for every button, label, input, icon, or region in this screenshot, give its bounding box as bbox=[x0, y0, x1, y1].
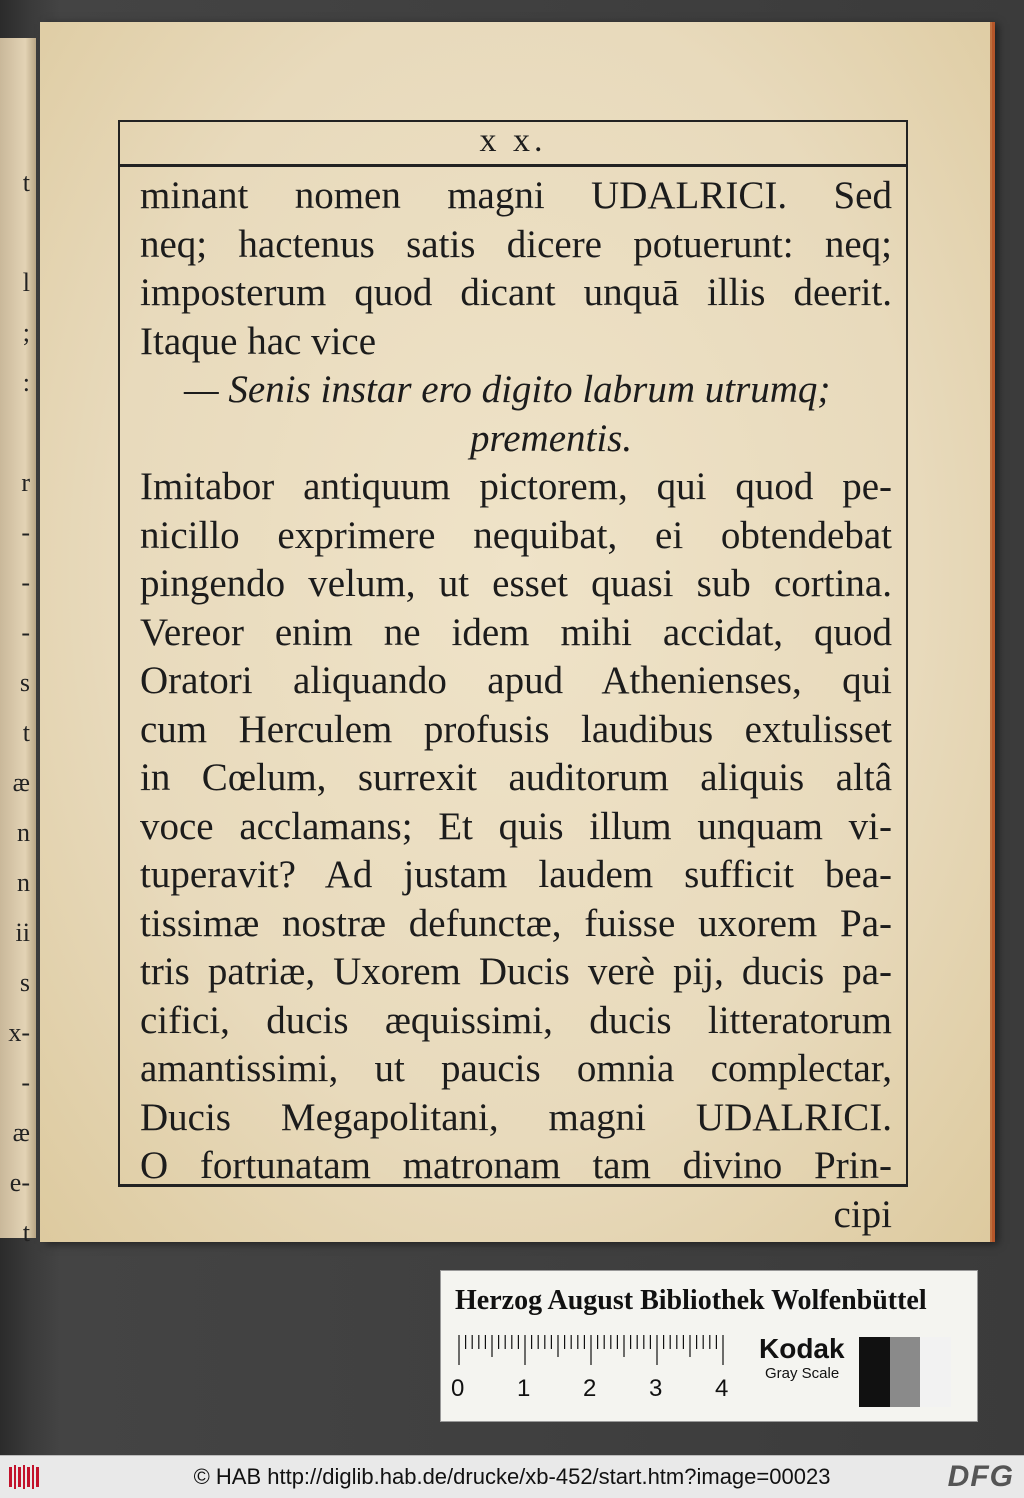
previous-page-edge bbox=[0, 38, 36, 1247]
viewer-footer bbox=[0, 1455, 1024, 1498]
text-line: tris patriæ, Uxorem Ducis verè pij, ducis pa- bbox=[140, 950, 892, 993]
margin-fragment: ; bbox=[22, 318, 30, 347]
text-line: amantissimi, ut paucis omnia complectar, bbox=[140, 1047, 892, 1090]
gray-swatch bbox=[920, 1337, 951, 1407]
page-text bbox=[140, 172, 892, 1239]
text-line: nicillo exprimere nequibat, ei obtendebat bbox=[140, 513, 892, 557]
library-label-card bbox=[440, 1270, 978, 1422]
margin-fragment: x- bbox=[8, 1018, 30, 1047]
margin-fragment: - bbox=[21, 568, 30, 597]
gray-swatch bbox=[890, 1337, 921, 1407]
text-line: imposterum quod dicant unquā illis deerit. bbox=[140, 271, 892, 314]
ruler-number: 4 bbox=[715, 1375, 729, 1402]
margin-fragment: - bbox=[21, 518, 30, 547]
text-line: neq; hactenus satis dicere potuerunt: neq; bbox=[140, 222, 892, 266]
text-line: tissimæ nostræ defunctæ, fuisse uxorem Pa- bbox=[140, 901, 892, 945]
margin-fragment: t bbox=[22, 168, 30, 197]
margin-fragment: n bbox=[17, 818, 30, 847]
margin-fragment: t bbox=[22, 1218, 30, 1247]
margin-fragment: t bbox=[22, 718, 30, 747]
margin-fragment: s bbox=[19, 968, 30, 997]
margin-fragment: s bbox=[19, 668, 30, 697]
dfg-logo: DFG bbox=[947, 1460, 1014, 1493]
text-line: cipi bbox=[833, 1192, 892, 1236]
ruler-number: 3 bbox=[649, 1375, 663, 1402]
margin-fragment: e- bbox=[9, 1168, 30, 1197]
margin-fragment bbox=[0, 208, 30, 258]
margin-fragment: - bbox=[21, 1068, 30, 1097]
book-page bbox=[40, 22, 992, 1242]
gray-swatch bbox=[859, 1337, 890, 1407]
ruler-number: 2 bbox=[583, 1375, 597, 1402]
margin-fragment bbox=[0, 408, 30, 458]
text-line: O fortunatam matronam tam divino Prin- bbox=[140, 1144, 892, 1187]
gray-scale-label: Gray Scale bbox=[765, 1365, 840, 1382]
text-line: Vereor enim ne idem mihi accidat, quod bbox=[140, 610, 892, 654]
text-line: cifici, ducis æquissimi, ducis litteratorum bbox=[140, 998, 892, 1042]
gray-swatches bbox=[859, 1337, 951, 1407]
margin-fragment: r bbox=[21, 468, 30, 497]
text-line: tuperavit? Ad justam laudem sufficit bea- bbox=[140, 853, 892, 896]
margin-fragment: - bbox=[21, 618, 30, 647]
text-frame bbox=[118, 120, 908, 1236]
margin-fragment: n bbox=[17, 868, 30, 897]
ruler-number: 1 bbox=[517, 1375, 531, 1402]
text-line: minant nomen magni UDALRICI. Sed bbox=[140, 174, 892, 217]
text-line: Itaque hac vice bbox=[140, 319, 377, 363]
text-line: Oratori aliquando apud Athenienses, qui bbox=[140, 659, 892, 702]
margin-fragment: æ bbox=[12, 1118, 30, 1147]
margin-fragment: l bbox=[22, 268, 30, 297]
text-line: Imitabor antiquum pictorem, qui quod pe- bbox=[140, 465, 892, 508]
text-line: Ducis Megapolitani, magni UDALRICI. bbox=[140, 1095, 892, 1139]
text-line: prementis. bbox=[470, 416, 633, 460]
margin-fragment: æ bbox=[12, 768, 30, 797]
margin-fragment: ii bbox=[15, 918, 30, 947]
ruler-number: 0 bbox=[451, 1375, 465, 1402]
ruler-scale bbox=[457, 1335, 727, 1365]
text-line: pingendo velum, ut esset quasi sub cortina. bbox=[140, 562, 892, 605]
text-line: cum Herculem profusis laudibus extulisset bbox=[140, 707, 892, 751]
text-line: — Senis instar ero digito labrum utrumq; bbox=[184, 368, 831, 411]
text-line: in Cœlum, surrexit auditorum aliquis altâ bbox=[140, 756, 892, 799]
kodak-logo-text: Kodak bbox=[759, 1333, 845, 1364]
running-head: x x. bbox=[479, 122, 547, 159]
copyright-url[interactable]: © HAB http://diglib.hab.de/drucke/xb-452/start.htm?image=00023 bbox=[193, 1464, 831, 1489]
head-rule bbox=[120, 164, 906, 167]
library-name: Herzog August Bibliothek Wolfenbüttel bbox=[455, 1285, 927, 1316]
margin-fragment: : bbox=[22, 368, 30, 397]
text-line: voce acclamans; Et quis illum unquam vi- bbox=[140, 804, 892, 848]
